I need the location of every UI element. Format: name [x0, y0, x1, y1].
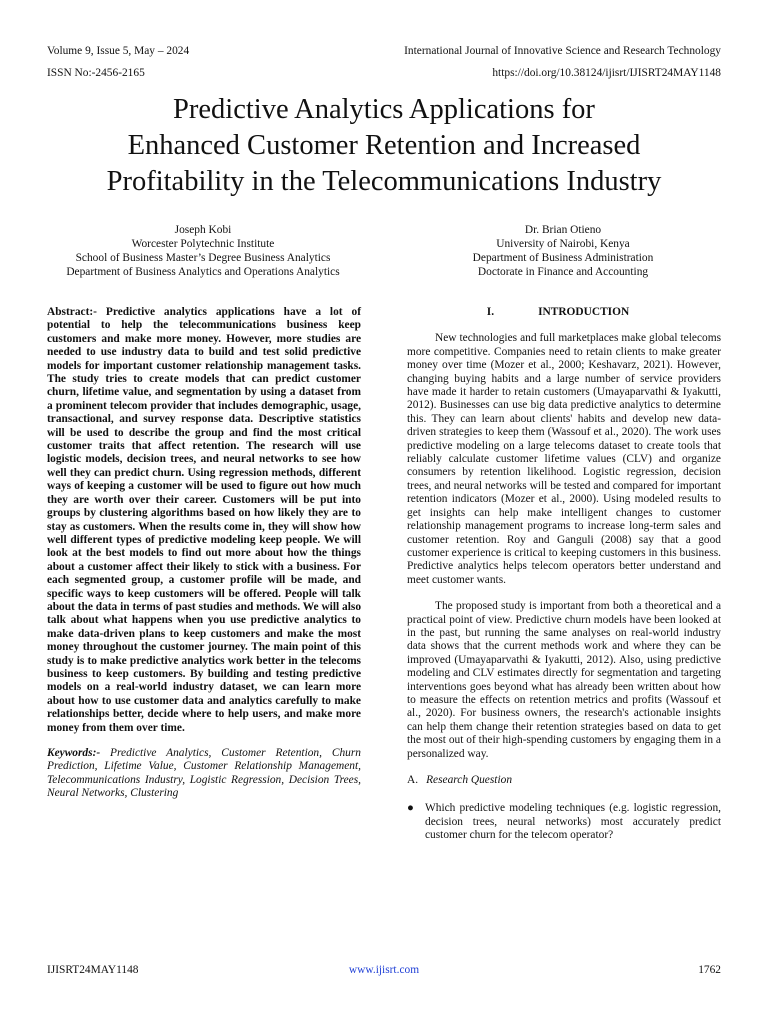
footer-website-text[interactable]: www.ijisrt.com	[348, 964, 420, 976]
author-affiliation: Doctorate in Finance and Accounting	[477, 266, 649, 278]
author-name: Dr. Brian Otieno	[524, 224, 602, 236]
list-item	[407, 802, 721, 842]
left-column	[47, 306, 361, 801]
paper-title	[30, 92, 738, 200]
footer-website-link[interactable]	[0, 963, 768, 977]
abstract: Abstract:- Predictive analytics applications have a lot of potential to help the telecommunications business keep customers and make more money. However, more studies are needed to use industry data to build and test solid predictive models for important customer relationship management tasks. The study tries to create models that can predict customer churn, lifetime value, and segmentation by using a dataset from a prominent telecom provider that includes demographic, usage, transactional, and survey response data. Descriptive statistics will be used to describe the group and find the most critical customer traits that affect retention. The research will use logistic models, decision trees, and neural networks to see how well they can predict churn. Using regression methods, different ways of keeping a customer will be used to figure out how much they are worth over their career. Customers will be put into groups by clustering algorithms based on how likely they are to stay as customers. When the results come in, they will show how well different types of predictive modeling keep people. We will look at the best models to find out more about how the things about a customer affect their likely to stick with a business. For each segmented group, a customer profile will be made, and specific ways to keep customers will be offered. People will talk about the data in terms of past studies and methods. We will also talk about what happens when you use predictive analytics to make data-driven plans to keep customers and make the most money throughout the customer journey. The main point of this study is to make predictive analytics work better in the telecoms business to keep customers. By building and testing predictive models on a real-world industry dataset, we can learn more about how to use customer data and analytics carefully to make relationships better, decide where to help users, and make more money from them over time.	[47, 306, 362, 734]
author-affiliation: Worcester Polytechnic Institute	[131, 238, 275, 250]
author-block-1	[38, 223, 368, 279]
journal-name: International Journal of Innovative Science and Research Technology	[404, 45, 721, 57]
title-line: Enhanced Customer Retention and Increased	[127, 130, 641, 161]
footer-paper-id: IJISRT24MAY1148	[47, 964, 139, 976]
intro-paragraph: New technologies and full marketplaces make global telecoms more competitive. Companies need to retain clients to make greater money over time (Mozer et al., 2000; Keshavarz, 2021). However, changing buying habits and a large number of service providers have made it harder to retain customers (Umayaparvathi & Iyakutti, 2012). Businesses can use big data predictive analytics to determine this. They can learn about clients' habits and develop new data-driven strategies to keep them (Wassouf et al., 2020). The work uses predictive modeling on a large telecoms dataset to create tools that reliably calculate customer lifetime values (CLV) and organize consumers by retention likelihood. Logistic regression, decision trees, and neural networks will be tested and compared for important retention indicators (Mozer et al., 2000). Using modeled results to get insights can help make intelligent changes to customer relationship management programs to increase long-term sales and customer retention. Roy and Ganguli (2008) say that a good customer experience is critical to keeping customers in this business. Predictive analytics helps telecom operators better understand and meet customer wants.	[407, 332, 721, 586]
author-affiliation: Department of Business Analytics and Operations Analytics	[66, 266, 340, 278]
right-column	[407, 306, 721, 843]
subsection-heading-research-question	[407, 774, 721, 787]
author-affiliation: Department of Business Administration	[472, 252, 654, 264]
doi-link[interactable]: https://doi.org/10.38124/ijisrt/IJISRT24MAY1148	[492, 67, 721, 79]
author-name: Joseph Kobi	[174, 224, 232, 236]
keywords	[47, 747, 361, 801]
keywords-label: Keywords:-	[47, 747, 101, 759]
subsection-title: Research Question	[426, 774, 513, 786]
author-block-2	[398, 223, 728, 279]
keywords-text: Predictive Analytics, Customer Retention, Churn Prediction, Lifetime Value, Customer Relationship Management, Telecommunications Industry, Logistic Regression, Decision Trees, Neural Networks, Clustering	[47, 747, 361, 800]
issn: ISSN No:-2456-2165	[47, 67, 145, 79]
volume-info: Volume 9, Issue 5, May – 2024	[47, 45, 190, 57]
research-question-list	[407, 802, 721, 842]
section-title: INTRODUCTION	[538, 306, 630, 318]
bullet-icon: ●	[407, 802, 414, 815]
title-line: Predictive Analytics Applications for	[173, 94, 595, 125]
intro-paragraph: The proposed study is important from both a theoretical and a practical point of view. Predictive churn models have been looked at in the past, but running the same analyses on real-world industry data shows that the current methods work and where they can be improved (Umayaparvathi & Iyakutti, 2012). Also, using predictive modeling and CLV estimates directly for segmentation and targeting interventions goes beyond what has already been written about how to measure the effects on retention metrics and profits (Wassouf et al., 2020). For business owners, the research's actionable insights can help them change their retention strategies based on data to get the most out of their high-spending customers by engaging them in a personalized way.	[407, 600, 721, 760]
author-affiliation: School of Business Master’s Degree Business Analytics	[75, 252, 331, 264]
author-affiliation: University of Nairobi, Kenya	[496, 238, 630, 250]
section-heading-introduction	[407, 306, 721, 319]
page-number: 1762	[698, 964, 721, 976]
section-number: I.	[486, 306, 495, 318]
list-item-text: Which predictive modeling techniques (e.g. logistic regression, decision trees, neural networks) most accurately predict customer churn for the telecom operator?	[425, 802, 721, 842]
title-line: Profitability in the Telecommunications Industry	[106, 166, 662, 197]
subsection-letter: A.	[407, 774, 419, 786]
